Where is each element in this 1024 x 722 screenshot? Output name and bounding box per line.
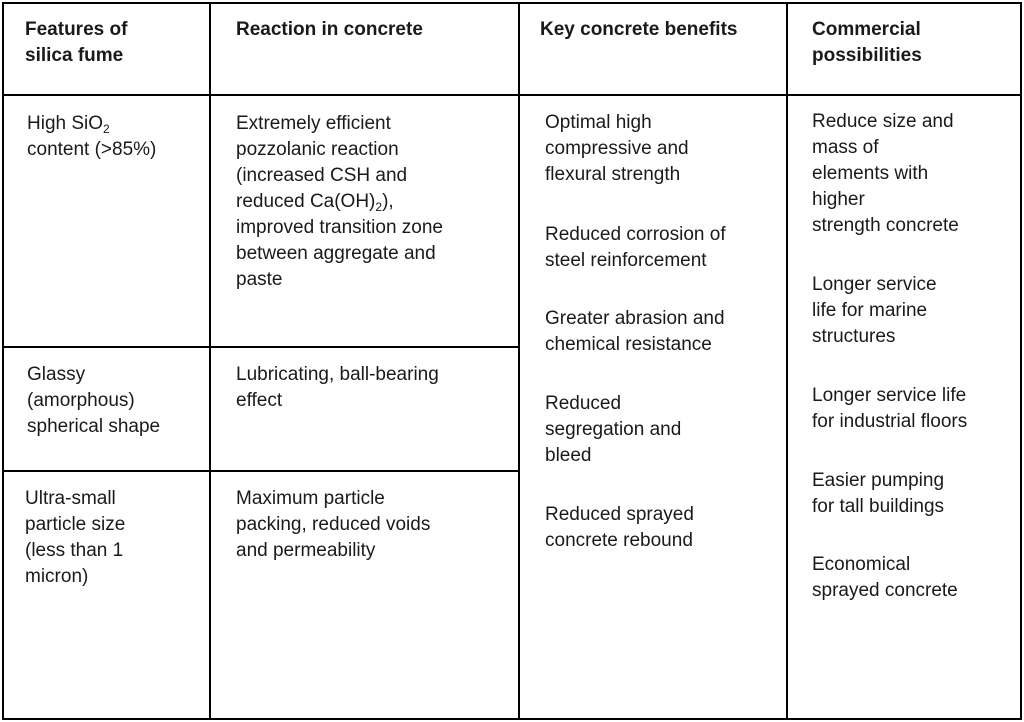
- possibility-pumping: Easier pumping for tall buildings: [812, 470, 945, 517]
- reaction-lubricating: Lubricating, ball-bearing effect: [236, 364, 439, 411]
- header-reaction: Reaction in concrete: [236, 19, 423, 40]
- column-divider: [518, 2, 520, 719]
- possibility-floors: Longer service life for industrial floors: [812, 385, 968, 432]
- possibility-reduce-size: Reduce size and mass of elements with higher strength concrete: [812, 111, 959, 236]
- benefit-abrasion: Greater abrasion and chemical resistance: [545, 308, 725, 355]
- column-divider: [209, 2, 211, 719]
- feature-high-sio2: High SiO$_2$ content (>85%): [27, 113, 157, 160]
- benefit-corrosion: Reduced corrosion of steel reinforcement: [545, 224, 726, 271]
- header-benefits: Key concrete benefits: [540, 19, 738, 40]
- benefit-strength: Optimal high compressive and flexural strength: [545, 112, 689, 185]
- feature-glassy-shape: Glassy (amorphous) spherical shape: [27, 364, 161, 437]
- header-divider: [2, 94, 1022, 96]
- benefit-rebound: Reduced sprayed concrete rebound: [545, 504, 694, 551]
- header-features: Features of silica fume: [25, 19, 128, 66]
- table-border-right: [1020, 2, 1022, 719]
- reaction-packing: Maximum particle packing, reduced voids and permeability: [236, 488, 431, 561]
- possibility-marine: Longer service life for marine structures: [812, 274, 937, 347]
- table-border-bottom: [2, 718, 1022, 720]
- possibility-sprayed: Economical sprayed concrete: [812, 554, 958, 601]
- feature-particle-size: Ultra-small particle size (less than 1 micron): [25, 488, 126, 587]
- header-possibilities: Commercial possibilities: [812, 19, 922, 66]
- row-divider: [2, 470, 519, 472]
- table-border-left: [2, 2, 4, 719]
- reaction-pozzolanic: Extremely efficient pozzolanic reaction (increased CSH and reduced $Ca(OH)_2$), improved transition zone between aggregate and paste: [236, 113, 443, 290]
- column-divider: [786, 2, 788, 719]
- benefit-segregation: Reduced segregation and bleed: [545, 393, 682, 466]
- table-border-top: [2, 2, 1022, 4]
- row-divider: [2, 346, 519, 348]
